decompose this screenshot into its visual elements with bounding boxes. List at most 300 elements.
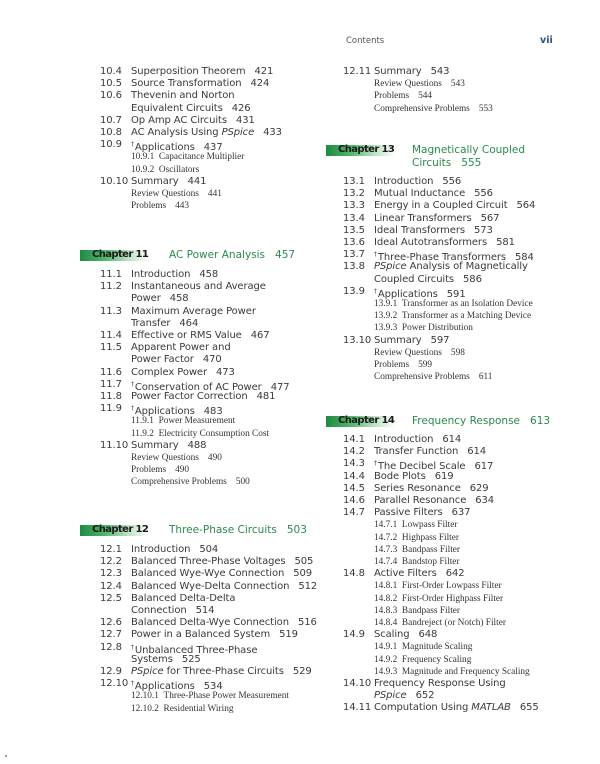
section-title [374,483,489,495]
section-title-text: Power Factor [131,354,194,366]
section-title-text: Summary [374,66,422,77]
section-title-text: Balanced Delta-Wye Connection [131,617,289,629]
section-title-text: Parallel Resonance [374,495,467,506]
section-title-text: Systems [131,653,173,665]
subsection-number: 14.8.3 [374,605,398,616]
chapter-page: 555 [461,157,482,169]
section-number: 11.1 [100,269,122,280]
section-title [131,391,275,403]
section-number: 10.10 [100,175,129,187]
section-title [374,237,515,249]
section-title-text: Energy in a Coupled Circuit [374,200,508,212]
section-title-text: Summary [374,334,422,346]
section-title-text: The Decibel Scale [377,461,466,473]
section-title-text: Conservation of AC Power [134,381,262,393]
section-title [374,446,486,458]
section-number: 14.3 [343,458,365,470]
section-title-text: Thevenin and Norton [131,90,235,102]
toc-subentry[interactable] [131,464,189,476]
page-ref: 504 [199,544,219,555]
section-title-text: Summary [131,175,179,187]
toc-subentry[interactable] [374,641,472,653]
subsection-title: Review Questions [131,453,199,463]
section-title-text: Maximum Average Power [131,305,256,317]
toc-subentry[interactable] [374,544,460,556]
section-title [374,66,449,78]
page-ref: 642 [445,568,465,580]
section-title [131,440,206,452]
section-number: 11.5 [100,342,122,354]
section-title-continued [131,354,222,366]
page-ref: 591 [446,288,466,300]
subsection-number: 14.7.2 [374,532,398,543]
section-number: 11.7 [100,378,122,390]
subsection-number: 14.7.4 [374,557,398,567]
section-number: 13.5 [343,224,365,236]
section-number: 13.4 [343,212,365,224]
section-title [131,269,218,281]
toc-subentry[interactable] [374,298,533,310]
section-title-text: Applications [134,681,195,693]
subsection-title: Review Questions [131,189,199,199]
dagger-mark: † [374,460,377,468]
subsection-title: Power Distribution [401,323,473,334]
section-title-text: Power Factor Correction [131,391,248,402]
chapter-page: 503 [286,524,307,536]
page-ref: 470 [202,354,222,366]
subsection-title: Review Questions [374,79,442,90]
section-title [374,629,437,641]
section-title-continued [374,690,434,702]
section-number: 11.10 [100,439,129,451]
toc-subentry[interactable] [374,617,506,629]
section-title [374,434,461,446]
italic-term: PSpice [131,666,164,677]
section-title [374,335,449,347]
section-number: 14.11 [343,702,372,714]
toc-subentry[interactable] [131,164,199,176]
toc-subentry[interactable] [374,359,432,371]
page-ref: 458 [169,293,189,305]
chapter-title-text: AC Power Analysis [169,249,266,261]
page-ref: 544 [418,91,433,102]
page-ref: 529 [292,666,312,677]
section-title [131,127,282,139]
page-number: vii [540,35,553,46]
section-title-continued [131,654,201,666]
section-number: 13.10 [343,334,372,346]
subsection-number: 14.7.1 [374,520,398,531]
page-ref: 614 [467,446,487,458]
section-title-text: Op Amp AC Circuits [131,114,227,126]
subsection-title: Bandpass Filter [401,605,461,616]
page-ref: 553 [478,103,493,114]
section-title-text: Passive Filters [374,507,443,519]
subsection-title: Magnitude and Frequency Scaling [401,666,530,677]
page-ref: 648 [418,629,438,641]
section-title [374,568,464,580]
page-ref: 477 [270,381,290,393]
subsection-number: 14.9.2 [374,654,398,665]
page-ref: 424 [250,78,270,90]
page-ref: 490 [207,453,222,463]
page-ref: 598 [450,347,465,358]
dagger-mark: † [131,405,134,413]
page-ref: 426 [231,102,251,114]
section-number: 12.2 [100,556,122,568]
page-ref: 556 [442,176,462,187]
section-title-text: Applications [377,288,438,300]
section-number: 12.8 [100,641,122,653]
section-title [374,261,528,273]
subsection-title: Lowpass Filter [401,520,458,531]
subsection-number: 13.9.3 [374,323,398,334]
toc-subentry[interactable] [131,151,244,163]
dagger-mark: † [374,251,377,259]
toc-subentry[interactable] [131,188,222,200]
italic-term: PSpice [374,690,407,702]
dagger-mark: † [131,680,134,688]
section-title-text: Mutual Inductance [374,188,466,200]
section-number: 10.5 [100,78,122,90]
section-title [374,678,506,690]
page-ref: 512 [298,580,318,592]
subsection-number: 11.9.2 [131,428,154,439]
chapter-title [412,144,525,170]
toc-subentry[interactable] [131,428,269,440]
page-ref: 441 [187,175,207,187]
page-ref: 581 [496,237,515,248]
toc-subentry[interactable] [374,666,530,678]
subsection-title: Capacitance Multiplier [158,152,245,163]
page-ref: 505 [294,556,314,568]
page-ref: 567 [480,212,500,224]
section-title [374,225,493,237]
section-number: 11.6 [100,366,122,378]
section-title-text: Linear Transformers [374,212,472,224]
section-title-text: Transfer Function [374,446,459,458]
section-number: 13.8 [343,261,365,273]
section-title [131,281,266,293]
section-title-continued [131,103,251,115]
subsection-title: Problems [374,91,410,102]
section-number: 14.4 [343,470,365,482]
section-number: 11.3 [100,305,122,317]
dagger-mark: † [131,380,134,388]
section-title [374,200,535,212]
chapter-title-text: Magnetically Coupled [412,144,526,156]
section-title-continued [131,293,189,305]
section-number: 13.9 [343,285,365,297]
page-ref: 437 [203,142,223,154]
page-ref: 597 [430,334,450,346]
page-ref: 433 [263,127,282,138]
section-title [374,495,494,507]
section-title-text: Three-Phase Transformers [377,252,507,264]
section-title [131,342,231,354]
section-number: 12.7 [100,629,122,641]
section-number: 14.10 [343,678,372,689]
toc-subentry[interactable] [374,322,473,334]
section-number: 14.7 [343,507,365,519]
section-number: 14.2 [343,446,365,458]
toc-subentry[interactable] [131,690,289,702]
section-title-text: Power [131,293,161,305]
section-title-text: Applications [134,142,195,154]
subsection-title: Transformer as a Matching Device [401,311,532,322]
page-ref: 637 [451,507,471,519]
section-title-text: Series Resonance [374,482,461,494]
subsection-number: 12.10.2 [131,703,159,714]
section-title [131,593,235,605]
subsection-title: First-Order Lowpass Filter [401,581,502,592]
section-title-text: Coupled Circuits [374,273,455,285]
section-title-text: Transfer [131,317,171,329]
section-title [131,306,256,318]
toc-subentry[interactable] [374,371,492,383]
page-ref: 619 [434,470,454,482]
page-ref: 584 [515,252,534,264]
page-ref: 500 [235,477,250,488]
section-title-continued [374,274,482,286]
section-title [374,213,499,225]
section-number: 12.5 [100,592,122,604]
section-number: 12.3 [100,568,122,580]
chapter-title [412,415,550,428]
section-number: 12.4 [100,580,122,592]
section-title-text: Instantaneous and Average [131,281,266,293]
toc-subentry[interactable] [374,556,460,568]
toc-subentry[interactable] [374,654,471,666]
section-title-text: Apparent Power and [131,342,231,354]
toc-subentry[interactable] [374,519,457,531]
section-title-text: Complex Power [131,366,207,378]
section-title-text: for Three-Phase Circuits [163,666,284,677]
section-title-text: AC Analysis Using [131,127,222,138]
dagger-mark: † [131,643,134,651]
toc-subentry[interactable] [374,532,459,544]
page-ref: 629 [469,482,489,494]
toc-subentry[interactable] [374,593,503,605]
section-title-text: Equivalent Circuits [131,102,223,114]
page-ref: 519 [279,629,298,641]
section-title [374,471,454,483]
subsection-number: 14.8.4 [374,618,398,628]
section-title-text: Analysis of Magnetically [406,261,528,273]
subsection-number: 14.9.1 [374,642,398,653]
page-ref: 599 [418,360,433,370]
section-number: 10.6 [100,90,122,102]
toc-subentry[interactable] [374,580,502,592]
chapter-title-text: Frequency Response [412,415,521,427]
section-title [131,629,298,641]
section-number: 14.6 [343,495,365,506]
page-ref: 611 [478,372,493,383]
corner-mark [5,755,7,757]
subsection-title: Frequency Scaling [401,654,472,665]
page-ref: 634 [475,495,495,506]
subsection-number: 14.7.3 [374,544,398,555]
page-ref: 543 [430,66,450,77]
section-title [131,568,312,580]
toc-subentry[interactable] [131,452,222,464]
toc-subentry[interactable] [374,347,465,359]
page-ref: 421 [254,66,274,77]
page-ref: 564 [516,200,536,212]
section-title [131,115,255,127]
chapter-label: Chapter 12 [92,524,149,535]
subsection-title: Comprehensive Problems [374,103,470,114]
section-title [131,176,206,188]
section-title [131,556,313,568]
toc-subentry[interactable] [374,103,493,115]
section-number: 14.5 [343,482,365,494]
page-ref: 481 [256,391,276,402]
section-number: 11.2 [100,281,122,293]
section-title [131,544,218,556]
section-number: 11.9 [100,403,122,415]
subsection-number: 14.9.3 [374,666,398,677]
subsection-number: 10.9.1 [131,152,155,163]
page-ref: 443 [175,201,190,212]
section-number: 13.2 [343,188,365,200]
section-title-text: Connection [131,605,187,616]
page-ref: 514 [195,605,215,616]
toc-subentry[interactable] [131,476,250,488]
subsection-number: 14.8.1 [374,581,398,592]
section-title-continued [131,605,214,617]
page-ref: 556 [474,188,493,200]
subsection-title: Oscillators [158,164,200,175]
subsection-title: Transformer as an Isolation Device [401,299,533,309]
subsection-number: 11.9.1 [131,416,154,427]
subsection-title: Bandpass Filter [401,544,461,555]
section-title-text: Active Filters [374,568,437,580]
section-title-text: Summary [131,439,179,451]
section-title [131,78,269,90]
section-title [131,66,273,78]
section-title-text: Balanced Delta-Delta [131,592,236,604]
section-number: 13.7 [343,249,365,261]
page-ref: 573 [473,224,493,236]
toc-subentry[interactable] [374,90,432,102]
section-title-continued [131,318,198,330]
section-number: 14.1 [343,434,365,445]
section-title-text: Introduction [131,544,191,555]
dagger-mark: † [374,287,377,295]
subsection-title: First-Order Highpass Filter [401,593,504,604]
subsection-title: Power Measurement [158,416,236,427]
section-title [131,666,312,678]
page-ref: 441 [207,189,222,199]
subsection-title: Comprehensive Problems [374,372,470,383]
italic-term: PSpice [374,261,407,273]
toc-subentry[interactable] [131,703,234,715]
section-title-text: Introduction [374,176,434,187]
section-title-text: Balanced Three-Phase Voltages [131,556,286,568]
section-title-text: Balanced Wye-Wye Connection [131,568,285,580]
page-ref: 586 [463,273,482,285]
page-ref: 488 [187,439,207,451]
page-ref: 431 [235,114,255,126]
page-ref: 534 [203,681,223,693]
section-number: 12.1 [100,544,122,555]
page-ref: 655 [519,702,539,714]
subsection-number: 14.8.2 [374,593,398,604]
subsection-title: Highpass Filter [401,532,459,543]
subsection-title: Bandstop Filter [401,557,460,567]
section-number: 13.6 [343,237,365,248]
subsection-number: 13.9.2 [374,311,398,322]
subsection-number: 12.10.1 [131,691,159,702]
section-title-text: Effective or RMS Value [131,330,242,341]
page-ref: 617 [474,461,494,473]
section-title-text: Superposition Theorem [131,66,246,77]
subsection-title: Review Questions [374,347,442,358]
section-title [374,507,470,519]
chapter-title [169,249,295,262]
section-number: 10.8 [100,127,122,138]
section-title-text: Bode Plots [374,470,426,482]
section-title [374,188,493,200]
subsection-title: Problems [131,201,167,212]
page-ref: 652 [415,690,435,702]
subsection-title: Comprehensive Problems [131,477,227,488]
section-number: 11.4 [100,330,122,341]
subsection-title: Magnitude Scaling [401,642,473,653]
page-ref: 473 [215,366,235,378]
toc-subentry[interactable] [374,310,531,322]
section-number: 12.11 [343,66,372,77]
page-ref: 614 [442,434,462,445]
section-number: 13.3 [343,200,365,212]
section-number: 10.7 [100,114,122,126]
running-header-title: Contents [346,36,385,46]
section-title-text: Power in a Balanced System [131,629,271,641]
page-ref: 464 [179,317,199,329]
section-title-text: Introduction [374,434,434,445]
section-number: 13.1 [343,176,365,187]
subsection-title: Problems [131,465,167,476]
subsection-number: 10.9.2 [131,164,155,175]
chapter-label: Chapter 14 [338,415,395,426]
page-ref: 525 [181,653,201,665]
section-title [131,367,235,379]
section-number: 14.9 [343,629,365,641]
page-ref: 490 [175,465,190,476]
section-number: 11.8 [100,391,122,402]
chapter-title-text: Three-Phase Circuits [169,524,277,536]
section-title [131,581,317,593]
chapter-label: Chapter 11 [92,249,149,260]
section-title [374,176,461,188]
toc-subentry[interactable] [131,200,189,212]
subsection-title: Three-Phase Power Measurement [163,691,290,702]
chapter-title [169,524,307,537]
italic-term: MATLAB [471,702,511,714]
section-number: 10.4 [100,66,122,77]
section-number: 12.9 [100,666,122,677]
section-number: 14.8 [343,568,365,580]
section-title [131,330,270,342]
section-title-text: Computation Using [374,702,472,714]
subsection-title: Problems [374,360,410,370]
toc-subentry[interactable] [131,415,235,427]
toc-subentry[interactable] [374,605,460,617]
chapter-page: 613 [530,415,551,427]
section-title-text: Introduction [131,269,191,280]
toc-subentry[interactable] [374,78,465,90]
